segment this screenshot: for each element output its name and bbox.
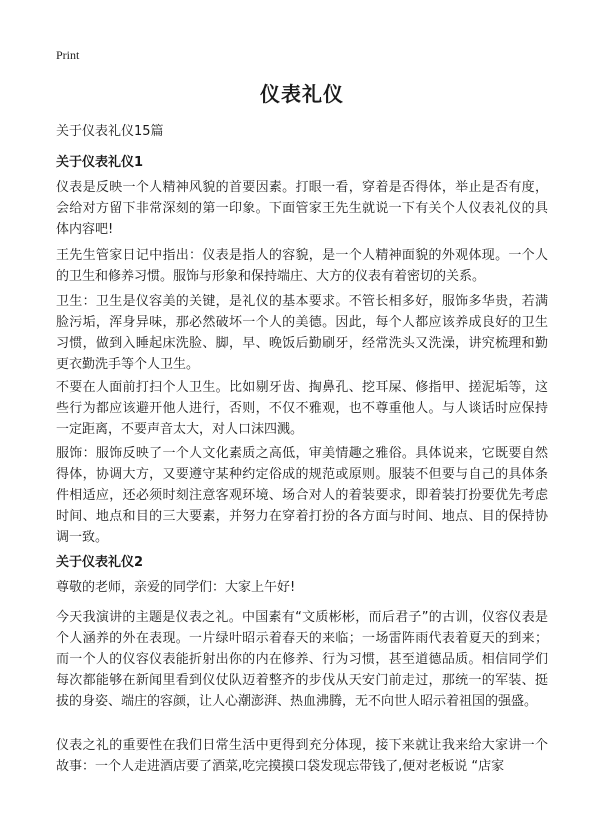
document-title: 仪表礼仪 [260, 82, 344, 106]
paragraph: 服饰：服饰反映了一个人文化素质之高低，审美情趣之雅俗。具体说来，它既要自然得体，协调大方，又要遵守某种约定俗成的规范或原则。服装不但要与自己的具体条件相适应，还必须时刻注意客观环境、场合对人的着装要求，即着装打扮要优先考虑时间、地点和目的三大要素，并努力在穿着打扮的各方面与时间、地点、目的保持协调一致。 [56, 446, 548, 545]
paragraph: 王先生管家日记中指出：仪表是指人的容貌，是一个人精神面貌的外观体现。一个人的卫生和修养习惯。服饰与形象和保持端庄、大方的仪表有着密切的关系。 [56, 248, 548, 284]
paragraph: 今天我演讲的主题是仪表之礼。中国素有“文质彬彬，而后君子”的古训，仪容仪表是个人涵养的外在表现。一片绿叶昭示着春天的来临；一场雷阵雨代表着夏天的到来；而一个人的仪容仪表能折射出你的内在修养、行为习惯，甚至道德品质。相信同学们每次都能够在新闻里看到仪仗队迈着整齐的步伐从天安门前走过，那统一的军装、挺拔的身姿、端庄的容颜，让人心潮澎湃、热血沸腾，无不向世人昭示着祖国的强盛。 [56, 610, 548, 709]
section-heading: 关于仪表礼仪2 [56, 555, 144, 570]
print-label[interactable]: Print [56, 48, 80, 62]
paragraph: 卫生：卫生是仪容美的关键，是礼仪的基本要求。不管长相多好，服饰多华贵，若满脸污垢，浑身异味，那必然破坏一个人的美德。因此，每个人都应该养成良好的卫生习惯，做到入睡起床洗脸、脚，早、晚饭后勤刷牙，经常洗头又洗澡，讲究梳理和勤更衣勤洗手等个人卫生。 [56, 294, 548, 372]
paragraph: 不要在人面前打扫个人卫生。比如剔牙齿、掏鼻孔、挖耳屎、修指甲、搓泥垢等，这些行为都应该避开他人进行，否则，不仅不雅观，也不尊重他人。与人谈话时应保持一定距离，不要声音太大，对人口沫四溅。 [56, 380, 548, 437]
paragraph: 仪表是反映一个人精神风貌的首要因素。打眼一看，穿着是否得体，举止是否有度，会给对方留下非常深刻的第一印象。下面管家王先生就说一下有关个人仪表礼仪的具体内容吧! [56, 180, 548, 237]
paragraph: 仪表之礼的重要性在我们日常生活中更得到充分体现，接下来就让我来给大家讲一个故事：一个人走进酒店要了酒菜,吃完摸摸口袋发现忘带钱了,便对老板说 “店家 [56, 738, 548, 774]
section-heading: 关于仪表礼仪1 [56, 155, 144, 170]
document-subtitle: 关于仪表礼仪15篇 [56, 124, 164, 139]
paragraph: 尊敬的老师，亲爱的同学们：大家上午好! [56, 580, 296, 595]
